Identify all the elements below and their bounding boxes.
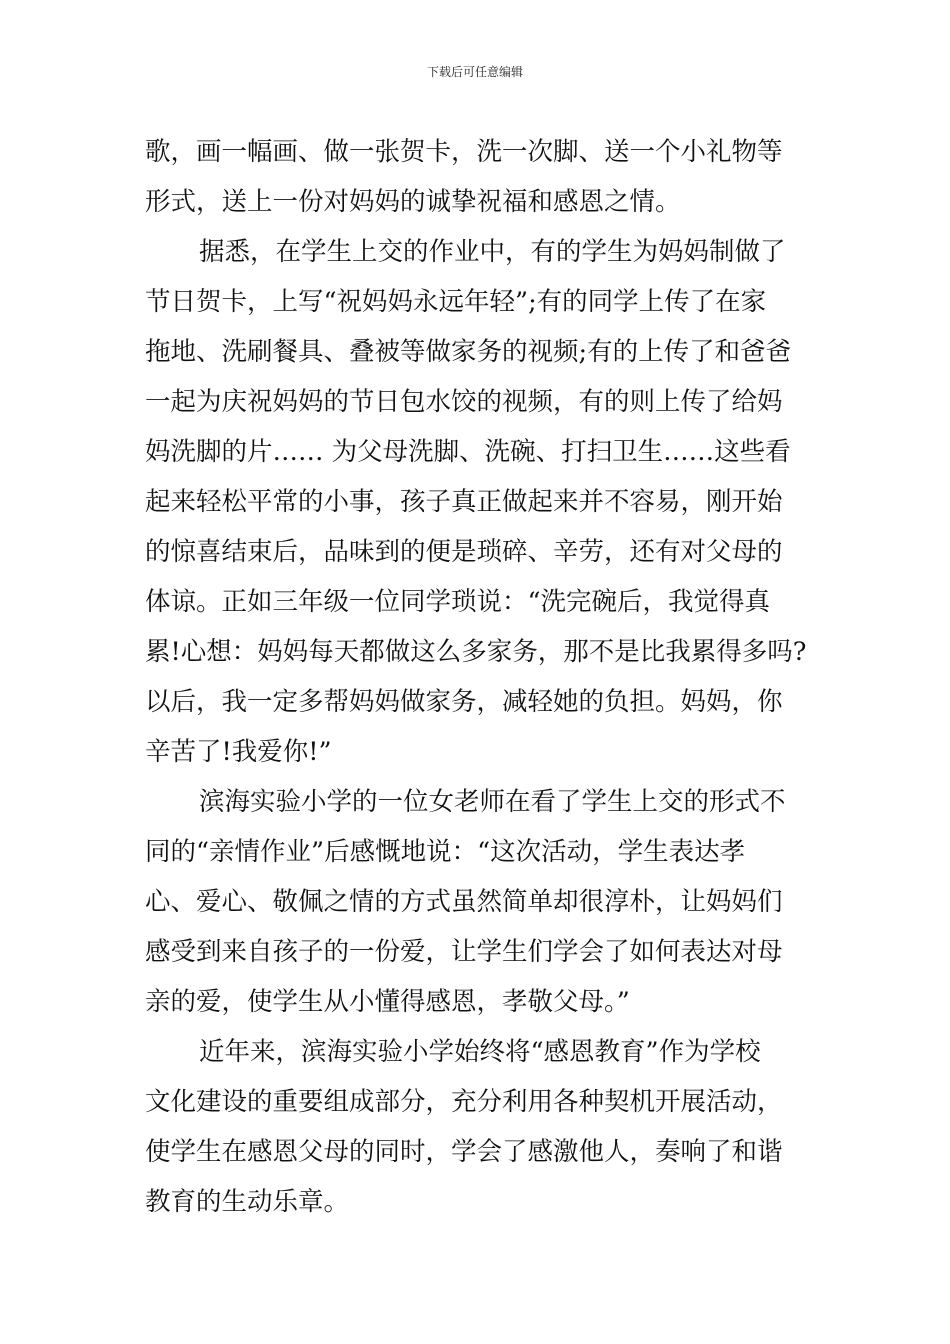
text-line: 以后，我一定多帮妈妈做家务，减轻她的负担。妈妈，你 [145,687,783,717]
text-line: 教育的生动乐章。 [145,1187,350,1217]
paragraph-start-line: 据悉，在学生上交的作业中，有的学生为妈妈制做了 [199,237,786,267]
document-body [145,127,813,1227]
text-line: 妈洗脚的片…… 为父母洗脚、洗碗、打扫卫生……这些看 [145,437,791,467]
paragraph-start-line: 近年来，滨海实验小学始终将“感恩教育”作为学校 [199,1037,761,1067]
text-line: 累!心想：妈妈每天都做这么多家务，那不是比我累得多吗? [145,637,807,667]
text-line: 起来轻松平常的小事，孩子真正做起来并不容易，刚开始 [145,487,783,517]
text-line: 心、爱心、敬佩之情的方式虽然简单却很淳朴，让妈妈们 [145,887,783,917]
text-line: 节日贺卡，上写“祝妈妈永远年轻”;有的同学上传了在家 [145,287,767,317]
text-line: 体谅。正如三年级一位同学琐说：“洗完碗后，我觉得真 [145,587,771,617]
page-header: 下载后可任意编辑 [426,65,523,79]
text-line: 形式，送上一份对妈妈的诚挚祝福和感恩之情。 [145,187,681,217]
text-line: 亲的爱，使学生从小懂得感恩，孝敬父母。” [145,987,630,1017]
text-line: 文化建设的重要组成部分，充分利用各种契机开展活动， [145,1087,783,1117]
text-line: 辛苦了!我爱你!” [145,737,332,767]
text-line: 拖地、洗刷餐具、叠被等做家务的视频;有的上传了和爸爸 [145,337,792,367]
text-line: 感受到来自孩子的一份爱，让学生们学会了如何表达对母 [145,937,783,967]
text-line: 的惊喜结束后，品味到的便是琐碎、辛劳，还有对父母的 [145,537,783,567]
paragraph-start-line: 滨海实验小学的一位女老师在看了学生上交的形式不 [199,787,786,817]
text-line: 同的“亲情作业”后感慨地说：“这次活动，学生表达孝 [145,837,746,867]
text-line: 一起为庆祝妈妈的节日包水饺的视频，有的则上传了给妈 [145,387,783,417]
text-line: 使学生在感恩父母的同时，学会了感激他人，奏响了和谐 [145,1137,783,1167]
text-line: 歌，画一幅画、做一张贺卡，洗一次脚、送一个小礼物等 [145,137,783,167]
